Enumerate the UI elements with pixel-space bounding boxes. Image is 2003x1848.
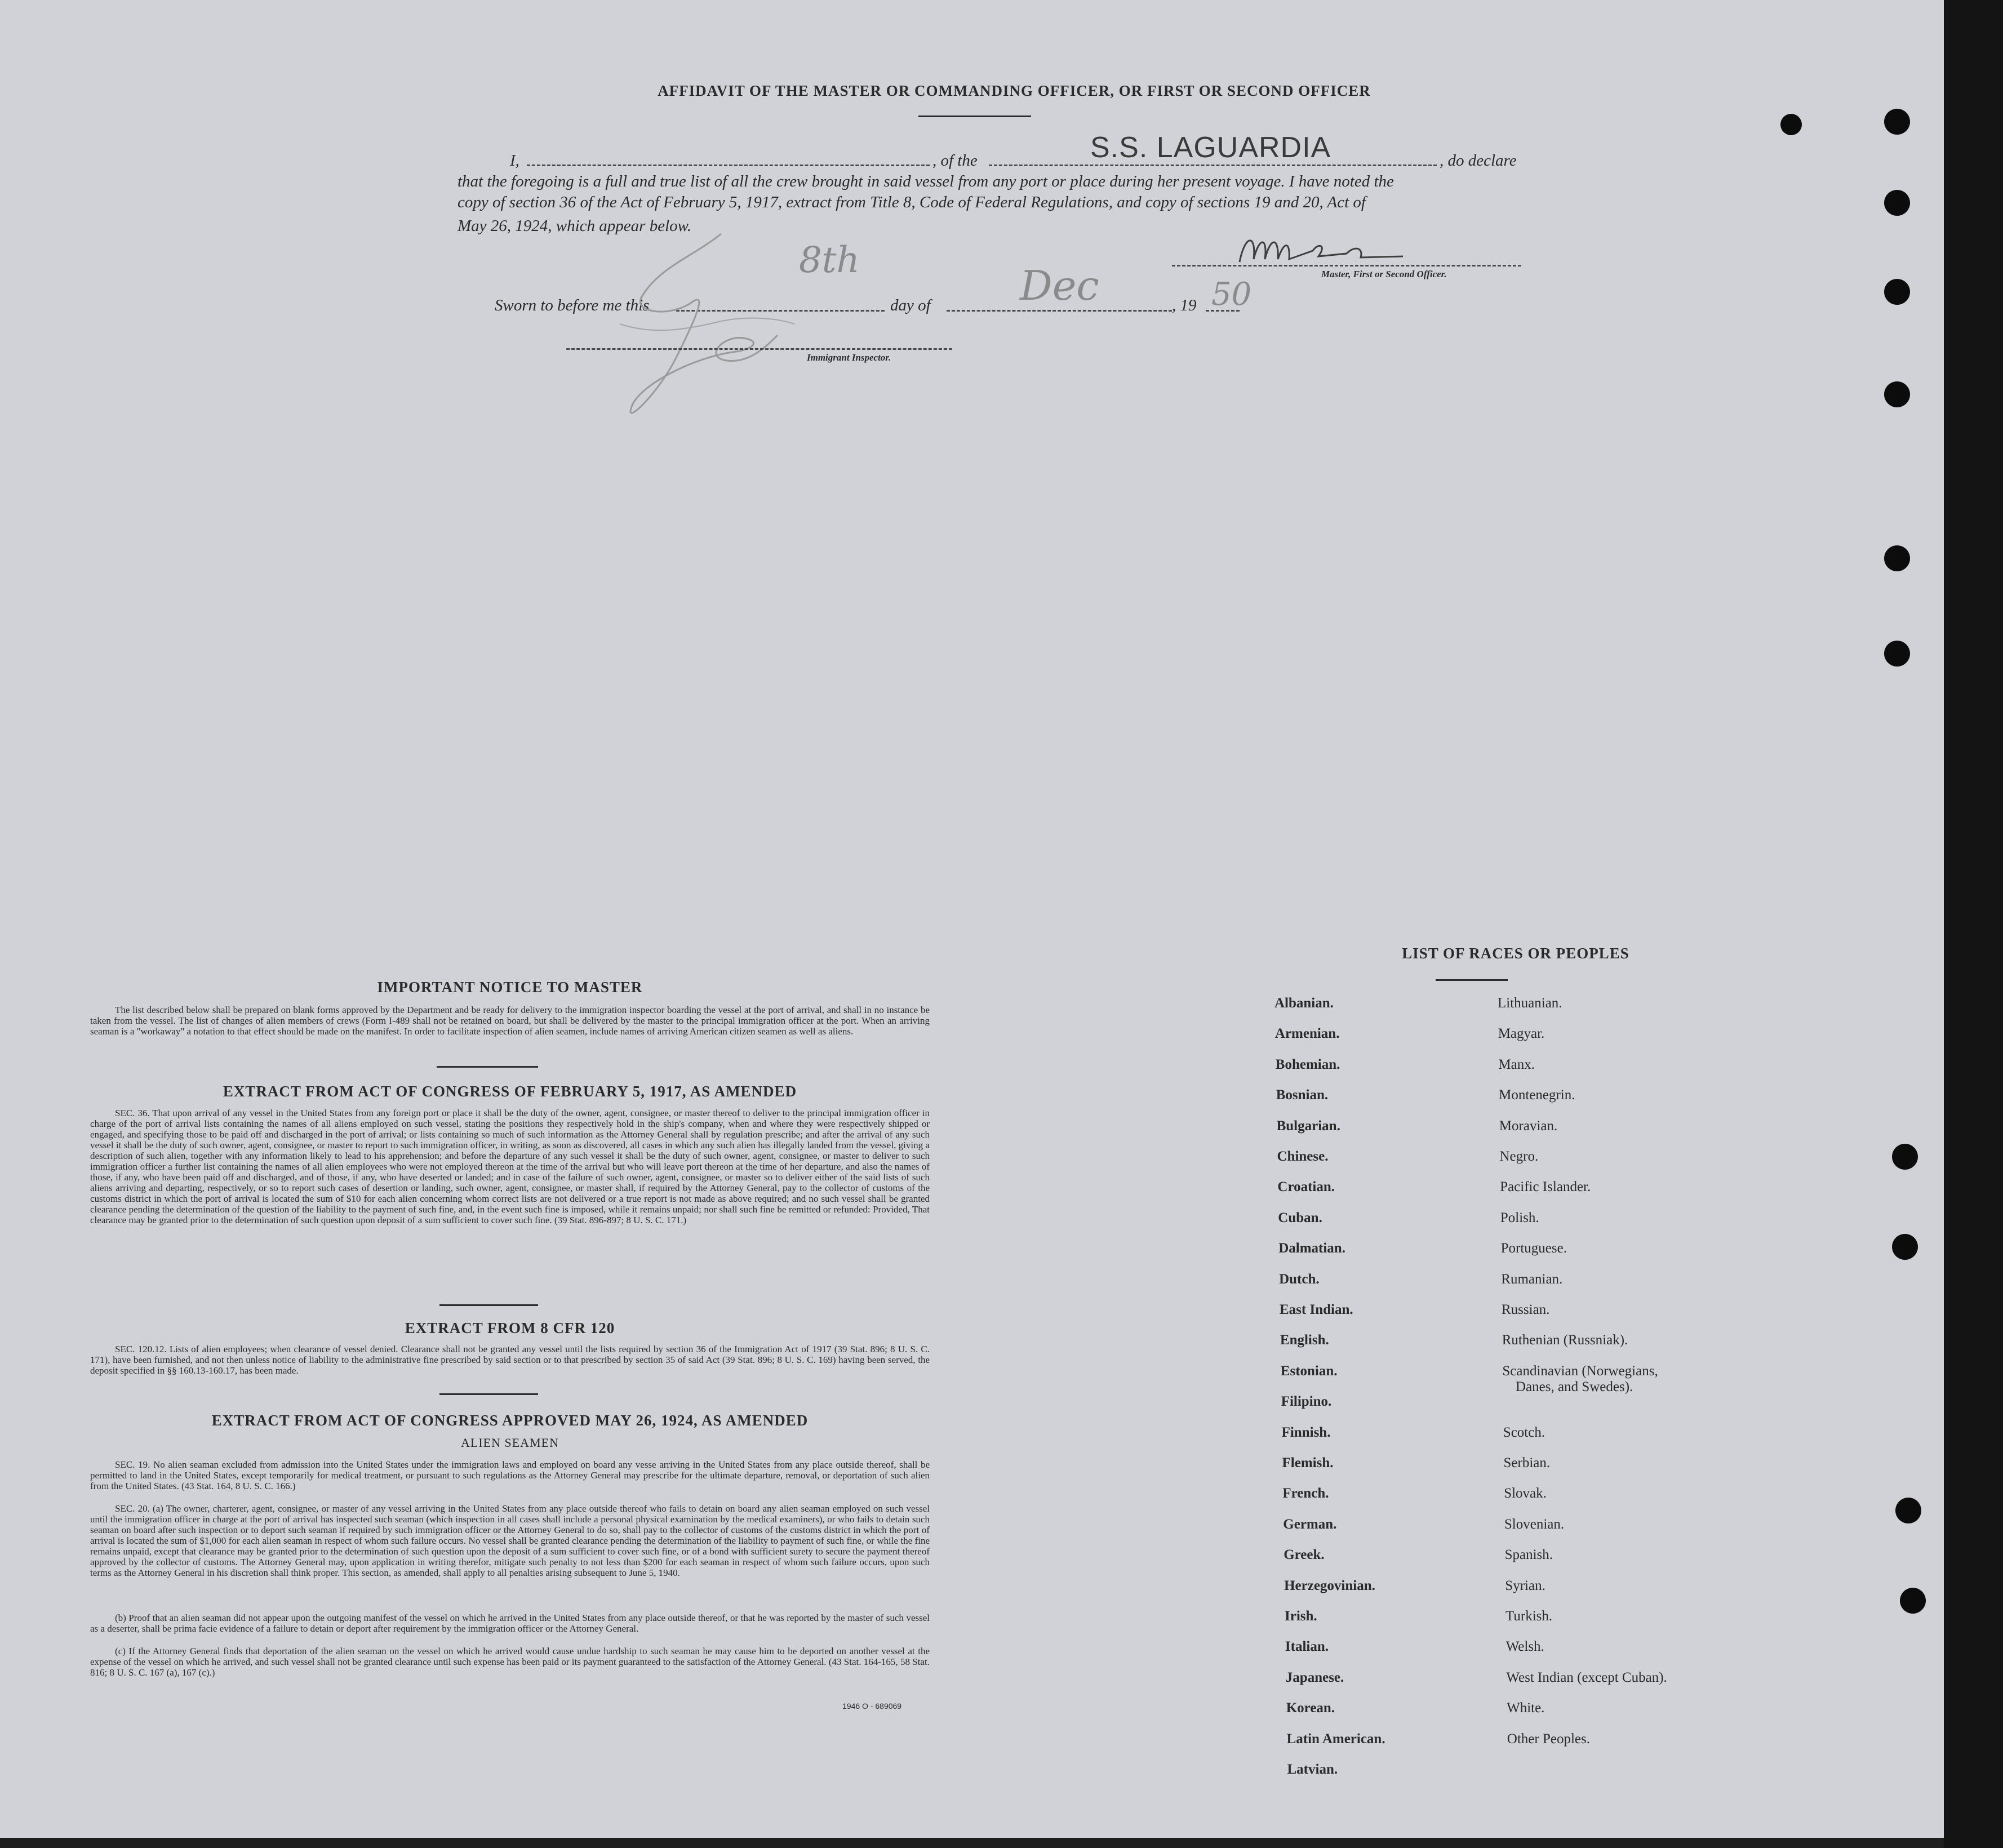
binder-hole	[1884, 279, 1910, 305]
race-item: Rumanian.	[1501, 1271, 1563, 1287]
ship-name: S.S. LAGUARDIA	[1090, 131, 1331, 164]
affidavit-line-2: that the foregoing is a full and true list of all the crew brought in said vessel from any port or place during her present voyage. I have noted the	[458, 172, 1394, 190]
section-20a: SEC. 20. (a) The owner, charterer, agent, consignee, or master of any vessel arriving in the United States from any place outside thereof who fails to detain on board any alien seaman employed on such vessel until the immigration officer in charge at the port of arrival has inspected such seaman (which inspection in all cases shall include a personal physical examination by the medical examiners), or who fails to detain such seaman on board after such inspection or to deport such seaman if required by such immigration officer or the Attorney General to do so, shall pay to the collector of customs of the customs district in which the port of arrival is located the sum of $1,000 for each alien seaman in respect of whom such failure occurs. No vessel shall be granted clearance pending the determination of the liability to payment of such fine, or while the fine remains unpaid, except that clearance may be granted prior to the determination of such question upon the deposit of a sum sufficient to cover such fine, or of a bond with sufficient surety to secure the payment thereof approved by the collector of customs. The Attorney General may, upon application in writing therefor, mitigate such penalty to not less than $200 for each seaman in respect of whom such failure occurs, upon such terms as the Attorney General in his discretion shall think proper. This section, as amended, shall apply to all penalties arising subsequent to June 5, 1940.	[90, 1503, 930, 1578]
race-item: Russian.	[1502, 1302, 1550, 1317]
race-item: French.	[1282, 1486, 1329, 1501]
binder-hole	[1884, 109, 1910, 135]
master-signature	[1234, 228, 1482, 273]
race-item: Armenian.	[1274, 1026, 1340, 1042]
race-item: Latin American.	[1286, 1731, 1385, 1747]
year-prefix: , 19	[1172, 296, 1197, 314]
affidavit-of-the: , of the	[932, 152, 978, 170]
race-item: Italian.	[1285, 1639, 1329, 1655]
notice-body: The list described below shall be prepared on blank forms approved by the Department and be ready for delivery to the immigration inspector boarding the vessel at the port of arrival, and shall in no instance be taken from the vessel. The list of changes of alien members of crews (Form I-489 shall not be retained on board, but shall be delivered by the master to the principal immigration officer at the port. When an arriving seaman is a "workaway" a notation to that effect should be made on the manifest. In order to facilitate inspection of alien seamen, include names of arriving American citizen seamen as well as aliens.	[90, 1005, 930, 1037]
sworn-month-blank	[947, 310, 1172, 312]
race-item: Dutch.	[1279, 1271, 1320, 1287]
binder-hole	[1892, 1234, 1918, 1260]
race-item: Japanese.	[1285, 1669, 1344, 1685]
day-of-label: day of	[890, 296, 931, 314]
sworn-day: 8th	[799, 239, 860, 281]
race-item: Croatian.	[1277, 1179, 1335, 1195]
race-item: Bulgarian.	[1276, 1118, 1340, 1134]
inspector-label: Immigrant Inspector.	[807, 352, 891, 363]
race-item: Syrian.	[1505, 1578, 1545, 1593]
declarant-name-blank	[527, 165, 930, 166]
race-item: German.	[1283, 1516, 1337, 1532]
extract-1924-title: EXTRACT FROM ACT OF CONGRESS APPROVED MAY 26, 1924, AS AMENDED	[211, 1412, 809, 1429]
binder-hole	[1780, 114, 1802, 135]
race-item: Other Peoples.	[1507, 1731, 1590, 1747]
extract-1917-title: EXTRACT FROM ACT OF CONGRESS OF FEBRUARY 5, 1917, AS AMENDED	[223, 1083, 797, 1100]
notice-rule	[437, 1066, 538, 1068]
race-item: Chinese.	[1277, 1149, 1329, 1164]
race-item: East Indian.	[1280, 1302, 1353, 1317]
master-label: Master, First or Second Officer.	[1321, 269, 1447, 279]
race-item: Bosnian.	[1276, 1087, 1329, 1103]
section-19: SEC. 19. No alien seaman excluded from admission into the United States under the immigration laws and employed on board any vesse arriving in the United States from any place outside thereof, shall be permitted to land in the United States, except temporarily for medical treatment, or pursuant to such regulations as the Attorney General may prescribe for the ultimate departure, removal, or deportation of such alien from the United States. (43 Stat. 164, 8 U. S. C. 166.)	[90, 1459, 930, 1491]
race-item: Latvian.	[1287, 1762, 1338, 1777]
race-item: Flemish.	[1282, 1455, 1334, 1471]
affidavit-line-4: May 26, 1924, which appear below.	[458, 217, 692, 235]
binder-hole	[1884, 190, 1910, 216]
race-item: Magyar.	[1498, 1026, 1545, 1042]
race-item: Slovak.	[1504, 1486, 1547, 1501]
inspector-signature-line	[566, 348, 952, 350]
race-item: Slovenian.	[1504, 1516, 1565, 1532]
extract-1924-subtitle: ALIEN SEAMEN	[461, 1436, 559, 1450]
extract-1917-body: SEC. 36. That upon arrival of any vessel in the United States from any foreign port or place it shall be the duty of the owner, agent, consignee, or master thereof to deliver to the principal immigration officer in charge of the port of arrival lists containing the names of all aliens employed on such vessel, stating the positions they respectively hold in the ship's company, when and where they were respectively shipped or engaged, and specifying those to be paid off and discharged in the port of arrival; or lists containing so much of such information as the Attorney General shall by regulation prescribe; and after the arrival of any such vessel it shall be the duty of such owner, agent, consignee, or master to report to such immigration officer, in writing, as soon as discovered, all cases in which any such alien has illegally landed from the vessel, giving a description of such alien, together with any information likely to lead to his apprehension; and before the departure of any such vessel it shall be the duty of such owner, agent, consignee, or master to deliver to such immigration officer a further list containing the names of all alien employees who were not employed thereon at the time of the arrival but who will leave port thereon at the time of her departure, and also the names of those, if any, who have been paid off and discharged, and of those, if any, who have deserted or landed; and in case of the failure of such owner, agent, consignee, or master so to deliver either of the said lists of such aliens arriving and departing, respectively, or so to report such cases of desertion or landing, such owner, agent, consignee, or master shall, if required by the Attorney General, pay to the collector of customs of the customs district in which the port of arrival is located the sum of $10 for each alien concerning whom correct lists are not delivered or a true report is not made as above required; and no such vessel shall be granted clearance pending the determination of the question of the liability to the payment of such fine, and, in the event such fine is imposed, while it remains unpaid; nor shall such fine be remitted or refunded: Provided, That clearance may be granted prior to the determination of such question upon deposit of a sum sufficient to cover such fine. (39 Stat. 896-897; 8 U. S. C. 171.)	[90, 1108, 930, 1225]
race-item: Scotch.	[1503, 1424, 1545, 1440]
race-item: Ruthenian (Russniak).	[1502, 1332, 1628, 1348]
inspector-signature	[609, 223, 811, 431]
race-item: Spanish.	[1504, 1547, 1553, 1563]
race-item: Polish.	[1500, 1210, 1539, 1225]
affidavit-declare: , do declare	[1440, 152, 1517, 170]
race-item: Moravian.	[1499, 1118, 1558, 1134]
sworn-label: Sworn to before me this	[495, 296, 650, 314]
binder-hole	[1895, 1498, 1921, 1523]
race-item: Korean.	[1286, 1700, 1335, 1716]
extract-cfr-body: SEC. 120.12. Lists of alien employees; when clearance of vessel denied. Clearance shall not be granted any vessel until the lists required by section 36 of the Immigration Act of 1917 (39 Stat. 896; 8 U. S. C. 171), have been furnished, and not then unless notice of liability to the administrative fine prescribed by said section or to that prescribed by section 35 of said Act (39 Stat. 896; 8 U. S. C. 169) having been served, the deposit specified in §§ 160.13-160.17, has been made.	[90, 1344, 930, 1376]
race-item: White.	[1507, 1700, 1545, 1716]
race-item: Scandinavian (Norwegians,	[1502, 1363, 1658, 1379]
race-item: Portuguese.	[1500, 1241, 1567, 1256]
race-item: Albanian.	[1274, 996, 1334, 1011]
race-item: Filipino.	[1281, 1394, 1332, 1410]
binder-hole	[1884, 381, 1910, 407]
race-item: Welsh.	[1505, 1639, 1544, 1655]
binder-hole	[1884, 545, 1910, 571]
binder-hole	[1892, 1144, 1918, 1170]
race-scandinavian-cont: Danes, and Swedes).	[1516, 1379, 1633, 1394]
race-item: Herzegovinian.	[1284, 1578, 1375, 1593]
race-item: Pacific Islander.	[1500, 1179, 1591, 1195]
section-20b: (b) Proof that an alien seaman did not appear upon the outgoing manifest of the vessel on which he arrived in the United States from any place outside thereof, or that he was reported by the master of such vessel as a deserter, shall be prima facie evidence of a failure to detain or deport after requirement by the immigration officer or the Attorney General.	[90, 1612, 930, 1634]
sworn-month: Dec	[1020, 262, 1099, 309]
race-item: West Indian (except Cuban).	[1506, 1669, 1667, 1685]
race-item: Cuban.	[1278, 1210, 1322, 1225]
races-rule	[1436, 979, 1508, 981]
race-item: Negro.	[1499, 1149, 1539, 1164]
race-item: Lithuanian.	[1498, 996, 1562, 1011]
race-item: Estonian.	[1280, 1363, 1338, 1379]
races-title: LIST OF RACES OR PEOPLES	[1402, 945, 1629, 962]
race-item: English.	[1280, 1332, 1329, 1348]
race-item: Bohemian.	[1275, 1056, 1340, 1072]
race-item: Serbian.	[1503, 1455, 1551, 1471]
extract-cfr-title: EXTRACT FROM 8 CFR 120	[405, 1320, 615, 1336]
race-item: Dalmatian.	[1278, 1241, 1345, 1256]
affidavit-i: I,	[510, 152, 519, 170]
ship-name-blank	[989, 165, 1437, 166]
race-item: Manx.	[1498, 1056, 1535, 1072]
affidavit-line-3: copy of section 36 of the Act of February 5, 1917, extract from Title 8, Code of Federal Regulations, and copy of sections 19 and 20, Act of	[458, 193, 1366, 211]
extract-cfr-rule	[439, 1393, 538, 1395]
sworn-year: 50	[1211, 276, 1252, 313]
race-item: Montenegrin.	[1499, 1087, 1575, 1103]
race-item: Greek.	[1283, 1547, 1325, 1563]
affidavit-title: AFFIDAVIT OF THE MASTER OR COMMANDING OFFICER, OR FIRST OR SECOND OFFICER	[658, 82, 1371, 99]
section-20c: (c) If the Attorney General finds that deportation of the alien seaman on the vessel on which he arrived would cause undue hardship to such seaman he may cause him to be deported on another vessel at the expense of the vessel on which he arrived, and such vessel shall not be granted clearance until such expense has been paid or its payment guaranteed to the satisfaction of the Attorney General. (43 Stat. 164-165, 58 Stat. 816; 8 U. S. C. 167 (a), 167 (c).)	[90, 1646, 930, 1678]
race-item: Turkish.	[1505, 1609, 1553, 1624]
scan-edge	[1944, 0, 2003, 1848]
binder-hole	[1884, 641, 1910, 667]
notice-title: IMPORTANT NOTICE TO MASTER	[377, 979, 643, 996]
title-rule	[918, 115, 1031, 117]
extract-1917-rule	[439, 1304, 538, 1306]
binder-hole	[1900, 1588, 1926, 1614]
race-item: Finnish.	[1281, 1424, 1331, 1440]
race-item: Irish.	[1285, 1609, 1317, 1624]
print-code: 1946 O - 689069	[842, 1702, 902, 1711]
